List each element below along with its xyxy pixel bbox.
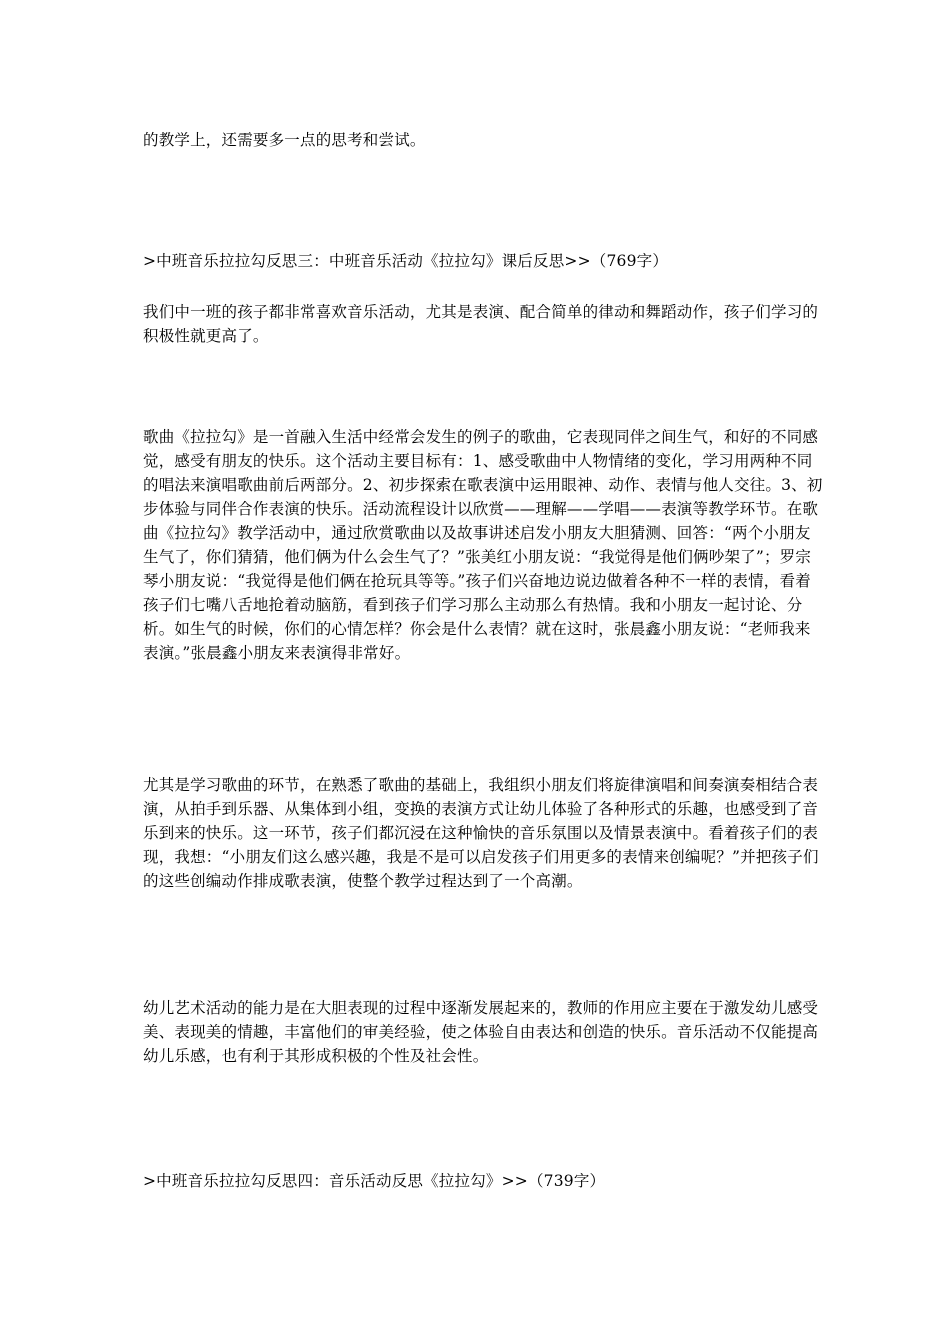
section-heading-four: >中班音乐拉拉勾反思四：音乐活动反思《拉拉勾》>>（739字） — [143, 1172, 606, 1190]
section-heading-three: >中班音乐拉拉勾反思三：中班音乐活动《拉拉勾》课后反思>>（769字） — [143, 252, 669, 270]
paragraph-four: 幼儿艺术活动的能力是在大胆表现的过程中逐渐发展起来的，教师的作用应主要在于激发幼儿感受美、表现美的情趣，丰富他们的审美经验，使之体验自由表达和创造的快乐。音乐活动不仅能提高幼儿乐感，也有利于其形成积极的个性及社会性。 — [143, 999, 819, 1065]
intro-line: 的教学上，还需要多一点的思考和尝试。 — [143, 131, 426, 149]
paragraph-one: 我们中一班的孩子都非常喜欢音乐活动，尤其是表演、配合简单的律动和舞蹈动作，孩子们学习的积极性就更高了。 — [143, 303, 819, 345]
paragraph-three: 尤其是学习歌曲的环节，在熟悉了歌曲的基础上，我组织小朋友们将旋律演唱和间奏演奏相结合表演，从拍手到乐器、从集体到小组，变换的表演方式让幼儿体验了各种形式的乐趣，也感受到了音乐到来的快乐。这一环节，孩子们都沉浸在这种愉快的音乐氛围以及情景表演中。看着孩子们的表现，我想：“小朋友们这么感兴趣，我是不是可以启发孩子们用更多的表情来创编呢？”并把孩子们的这些创编动作排成歌表演，使整个教学过程达到了一个高潮。 — [143, 776, 819, 890]
paragraph-two: 歌曲《拉拉勾》是一首融入生活中经常会发生的例子的歌曲，它表现同伴之间生气，和好的不同感觉，感受有朋友的快乐。这个活动主要目标有：1、感受歌曲中人物情绪的变化，学习用两种不同的唱法来演唱歌曲前后两部分。2、初步探索在歌表演中运用眼神、动作、表情与他人交往。3、初步体验与同伴合作表演的快乐。活动流程设计以欣赏——理解——学唱——表演等教学环节。在歌曲《拉拉勾》教学活动中，通过欣赏歌曲以及故事讲述启发小朋友大胆猜测、回答：“两个小朋友生气了，你们猜猜，他们俩为什么会生气了？”张美红小朋友说：“我觉得是他们俩吵架了”；罗宗琴小朋友说：“我觉得是他们俩在抢玩具等等。”孩子们兴奋地边说边做着各种不一样的表情，看着孩子们七嘴八舌地抢着动脑筋，看到孩子们学习那么主动那么有热情。我和小朋友一起讨论、分析。如生气的时候，你们的心情怎样？你会是什么表情？就在这时，张晨鑫小朋友说：“老师我来表演。”张晨鑫小朋友来表演得非常好。 — [143, 428, 823, 662]
document-page — [143, 0, 823, 1344]
